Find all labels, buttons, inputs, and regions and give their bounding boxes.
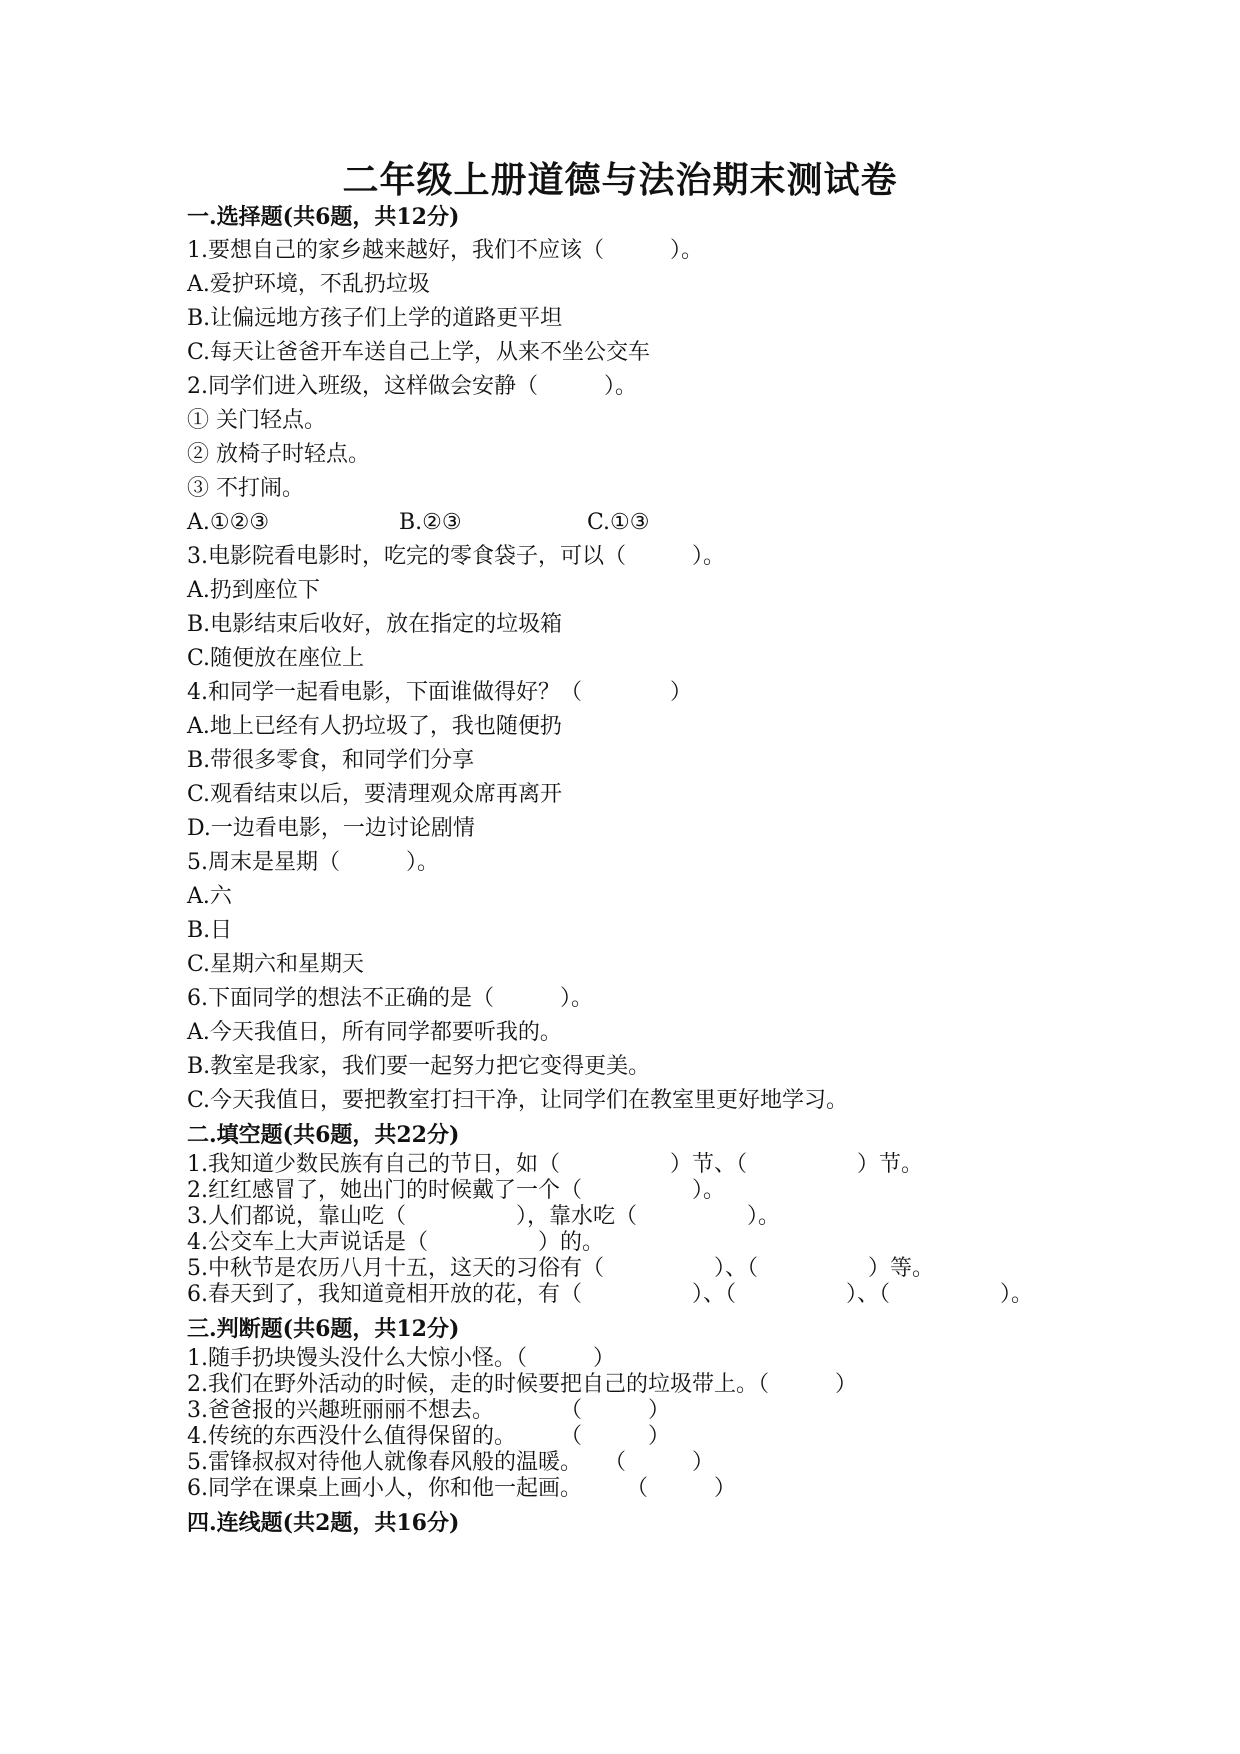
question-stem: 1.随手扔块馒头没什么大惊小怪。（ ） (187, 1346, 615, 1371)
question-stem: 4.传统的东西没什么值得保留的。 （ ） (187, 1424, 670, 1449)
option: A.爱护环境，不乱扔垃圾 (187, 272, 430, 297)
question-stem: 4.和同学一起看电影，下面谁做得好？（ ） (187, 680, 692, 705)
question-stem: 6.同学在课桌上画小人，你和他一起画。 （ ） (187, 1476, 736, 1501)
question-stem: 5.周末是星期（ ）。 (187, 850, 439, 875)
question-item: ③ 不打闹。 (187, 476, 304, 501)
option: A.今天我值日，所有同学都要听我的。 (187, 1020, 562, 1045)
option: C.今天我值日，要把教室打扫干净，让同学们在教室里更好地学习。 (187, 1088, 849, 1113)
option: B.让偏远地方孩子们上学的道路更平坦 (187, 306, 563, 331)
question-stem: 5.中秋节是农历八月十五，这天的习俗有（ ）、（ ）等。 (187, 1256, 934, 1281)
option: B.日 (187, 918, 233, 943)
question-stem: 5.雷锋叔叔对待他人就像春风般的温暖。 （ ） (187, 1450, 714, 1475)
option: B.教室是我家，我们要一起努力把它变得更美。 (187, 1054, 651, 1079)
option: A.①②③ (187, 510, 270, 535)
exam-content (187, 200, 1067, 1540)
question-stem: 2.红红感冒了，她出门的时候戴了一个（ ）。 (187, 1178, 725, 1203)
question-item: ② 放椅子时轻点。 (187, 442, 370, 467)
option: C.随便放在座位上 (187, 646, 365, 671)
option: C.①③ (587, 510, 650, 535)
question-stem: 6.下面同学的想法不正确的是（ ）。 (187, 986, 593, 1011)
section-heading-true-false: 三.判断题(共6题，共12分) (187, 1316, 460, 1342)
question-stem: 1.我知道少数民族有自己的节日，如（ ）节、（ ）节。 (187, 1152, 923, 1177)
exam-title: 二年级上册道德与法治期末测试卷 (342, 159, 898, 201)
option: A.六 (187, 884, 232, 909)
section-heading-fill-blank: 二.填空题(共6题，共22分) (187, 1122, 460, 1148)
option: B.带很多零食，和同学们分享 (187, 748, 475, 773)
question-stem: 3.爸爸报的兴趣班丽丽不想去。 （ ） (187, 1398, 670, 1423)
options-row (187, 506, 1067, 540)
option: A.地上已经有人扔垃圾了，我也随便扔 (187, 714, 562, 739)
option: D.一边看电影，一边讨论剧情 (187, 816, 475, 841)
question-stem: 4.公交车上大声说话是（ ）的。 (187, 1230, 604, 1255)
question-stem: 6.春天到了，我知道竟相开放的花，有（ ）、（ ）、（ ）。 (187, 1282, 1033, 1307)
question-item: ① 关门轻点。 (187, 408, 326, 433)
question-stem: 3.电影院看电影时，吃完的零食袋子，可以（ ）。 (187, 544, 725, 569)
question-stem: 2.我们在野外活动的时候，走的时候要把自己的垃圾带上。（ ） (187, 1372, 857, 1397)
question-stem: 1.要想自己的家乡越来越好，我们不应该（ ）。 (187, 238, 703, 263)
option: B.②③ (399, 510, 462, 535)
section-heading-matching: 四.连线题(共2题，共16分) (187, 1510, 460, 1536)
option: C.星期六和星期天 (187, 952, 365, 977)
option: C.观看结束以后，要清理观众席再离开 (187, 782, 563, 807)
question-stem: 3.人们都说，靠山吃（ ），靠水吃（ ）。 (187, 1204, 780, 1229)
option: A.扔到座位下 (187, 578, 320, 603)
question-stem: 2.同学们进入班级，这样做会安静（ ）。 (187, 374, 637, 399)
option: B.电影结束后收好，放在指定的垃圾箱 (187, 612, 563, 637)
option: C.每天让爸爸开车送自己上学，从来不坐公交车 (187, 340, 651, 365)
section-heading-choice: 一.选择题(共6题，共12分) (187, 204, 460, 230)
